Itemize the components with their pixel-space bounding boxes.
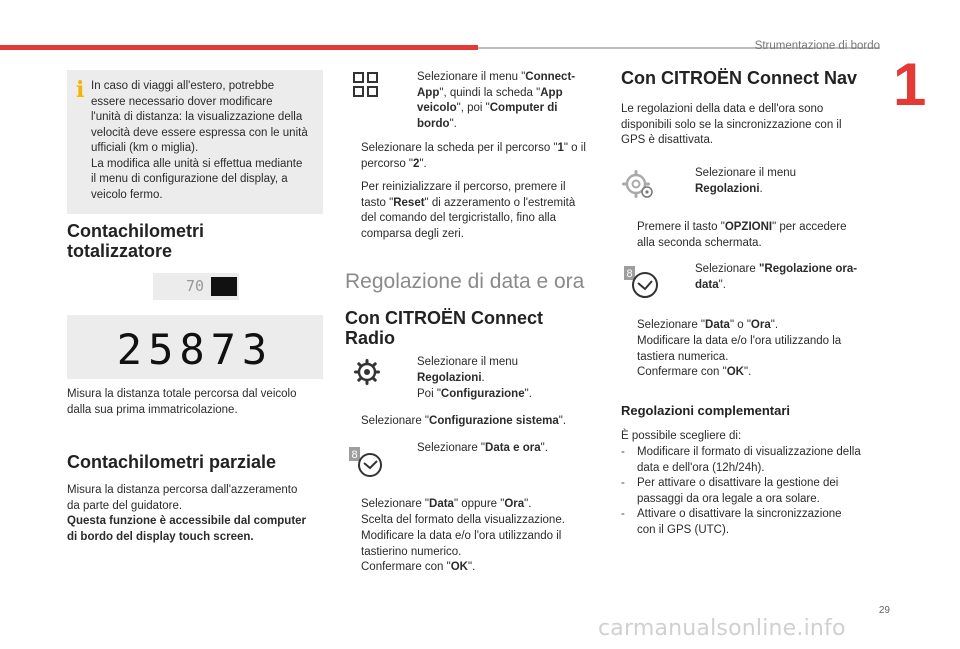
info-line: In caso di viaggi all'estero, potrebbe	[91, 80, 275, 92]
date-time-heading: Regolazione di data e ora	[345, 270, 585, 293]
settings-nav-icon	[621, 170, 655, 200]
trip-description: Misura la distanza percorsa dall'azzeramento da parte del guidatore. Questa funzione è accessibile dal computer di bordo del display touch screen.	[67, 484, 307, 543]
trip-heading: Contachilometri parziale	[67, 452, 277, 472]
step-nav-date-or-time: Selezionare "Data" o "Ora".	[637, 319, 779, 331]
step-confirm-ok: Confermare con "OK".	[361, 561, 476, 573]
clock-8-nav-icon	[624, 266, 660, 300]
step-press-options: Premere il tasto "OPZIONI" per accedere alla seconda schermata.	[637, 221, 847, 249]
step-time-date-setting: Selezionare "Regolazione ora- data".	[695, 263, 858, 291]
info-text	[91, 79, 319, 203]
step-nav-confirm: Confermare con "OK".	[637, 366, 752, 378]
header-red-bar	[0, 45, 478, 50]
info-box	[67, 70, 323, 214]
odometer-big-display	[67, 315, 323, 379]
apps-grid-icon	[353, 72, 379, 98]
clock-8-icon	[349, 447, 385, 479]
extra-item: - Per attivare o disattivare la gestione dei passaggi da ora legale a ora solare.	[621, 477, 839, 505]
info-line: l'unità di distanza: la visualizzazione della	[91, 111, 303, 123]
odometer-small-block	[211, 277, 237, 296]
info-line: veicolo fermo.	[91, 188, 163, 201]
step-reset-trip: Per reinizializzare il percorso, premere il tasto "Reset" di azzeramento o l'estremità del comando del tergicristallo, fino alla comparsa degli zeri.	[361, 181, 576, 240]
step-nav-modify: Modificare la data e/o l'ora utilizzando la tastiera numerica.	[637, 335, 842, 363]
odometer-big-value: 25873	[116, 325, 274, 374]
odometer-description: Misura la distanza totale percorsa dal veicolo dalla sua prima immatricolazione.	[67, 388, 297, 416]
radio-heading: Con CITROËN Connect Radio	[345, 308, 543, 348]
watermark: carmanualsonline.info	[598, 616, 846, 641]
step-radio-settings-menu: Selezionare il menu Regolazioni.	[417, 356, 519, 384]
page-number: 29	[878, 605, 890, 616]
section-title: Strumentazione di bordo	[754, 40, 880, 52]
info-line: ufficiali (km o miglia).	[91, 142, 199, 154]
badge-8: 8	[351, 449, 358, 461]
step-radio-configuration: Poi "Configurazione".	[417, 388, 532, 400]
step-modify-date-time: Modificare la data e/o l'ora utilizzando il tastierino numerico.	[361, 530, 562, 558]
info-line: essere necessario dover modificare	[91, 95, 273, 108]
info-line: il menu di configurazione del display, a	[91, 173, 288, 185]
step-select-date-or-time: Selezionare "Data" oppure "Ora".	[361, 498, 532, 510]
odometer-heading: Contachilometri totalizzatore	[67, 221, 205, 261]
nav-intro: Le regolazioni della data e dell'ora sono disponibili solo se la sincronizzazione con il GPS è disattivata.	[621, 103, 842, 146]
step-choose-format: Scelta del formato della visualizzazione.	[361, 514, 565, 526]
step-select-trip: Selezionare la scheda per il percorso "1" o il percorso "2".	[361, 142, 586, 170]
extra-intro: È possibile scegliere di:	[621, 430, 742, 442]
extra-item: - Attivare o disattivare la sincronizzazione con il GPS (UTC).	[621, 508, 842, 536]
info-line: velocità deve essere espressa con le unità	[91, 126, 308, 139]
odometer-small-value: 70	[186, 277, 205, 295]
extra-item: - Modificare il formato di visualizzazione della data e dell'ora (12h/24h).	[621, 446, 861, 474]
info-line: La modifica alle unità si effettua mediante	[91, 157, 303, 170]
extra-heading: Regolazioni complementari	[621, 403, 791, 418]
step-date-time: Selezionare "Data e ora".	[417, 442, 548, 454]
step-system-configuration: Selezionare "Configurazione sistema".	[361, 415, 567, 427]
chapter-number: 1	[893, 51, 927, 118]
nav-heading: Con CITROËN Connect Nav	[621, 68, 858, 88]
settings-gear-icon	[354, 359, 380, 385]
odometer-small-display	[153, 273, 239, 300]
step-connect-app: Selezionare il menu "Connect- App", quindi la scheda "App veicolo", poi "Computer di bordo".	[417, 71, 576, 130]
badge-8: 8	[626, 268, 633, 280]
info-icon: i	[76, 77, 85, 103]
step-nav-settings-menu: Selezionare il menu Regolazioni.	[695, 167, 797, 195]
